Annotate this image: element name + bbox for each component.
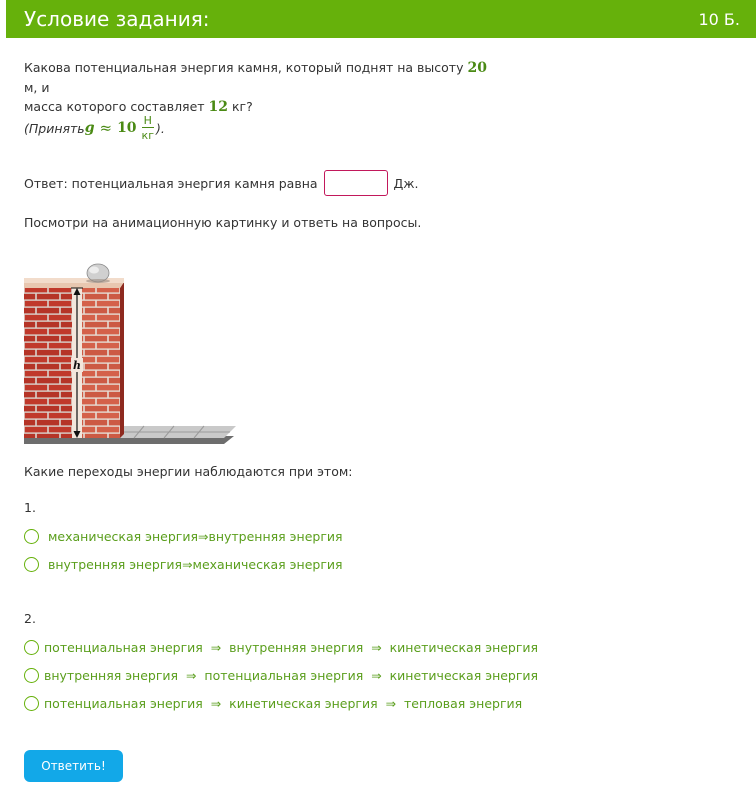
- question-part: масса которого составляет: [24, 99, 209, 114]
- q1-option-1[interactable]: [24, 529, 343, 544]
- unit-denominator: кг: [141, 129, 154, 142]
- question-part: Какова потенциальная энергия камня, который поднят на высоту: [24, 60, 468, 75]
- height-value: 20: [467, 60, 487, 76]
- height-label: h: [73, 359, 81, 372]
- option-label: потенциальная энергия ⇒ внутренняя энергия ⇒ кинетическая энергия: [44, 640, 539, 655]
- unit-numerator: Н: [143, 114, 152, 127]
- answer-row: [24, 170, 419, 196]
- question-text: [24, 58, 504, 117]
- look-instruction: Посмотри на анимационную картинку и ответь на вопросы.: [24, 215, 422, 230]
- task-title: Условие задания:: [24, 7, 210, 31]
- answer-input[interactable]: [324, 170, 388, 196]
- question-part: кг?: [228, 99, 253, 114]
- take-g-note: [24, 114, 165, 142]
- wall-side: [120, 282, 124, 438]
- which-transitions-text: Какие переходы энергии наблюдаются при этом:: [24, 464, 353, 479]
- take-suffix: ).: [155, 120, 165, 136]
- question-2-label: 2.: [24, 611, 36, 626]
- q1-option-2[interactable]: [24, 557, 343, 572]
- wall-left: [24, 288, 72, 438]
- answer-unit: Дж.: [393, 175, 419, 191]
- option-label: потенциальная энергия ⇒ кинетическая энергия ⇒ тепловая энергия: [44, 696, 523, 711]
- radio-button[interactable]: [24, 529, 39, 544]
- answer-label: Ответ: потенциальная энергия камня равна: [24, 175, 318, 191]
- q2-option-1[interactable]: [24, 640, 538, 655]
- task-header: [6, 0, 756, 38]
- q2-option-3[interactable]: [24, 696, 522, 711]
- q2-option-2[interactable]: [24, 668, 538, 683]
- wall-right: [82, 288, 120, 438]
- radio-button[interactable]: [24, 668, 39, 683]
- radio-button[interactable]: [24, 557, 39, 572]
- question-1-label: 1.: [24, 500, 36, 515]
- g-symbol: g: [84, 120, 95, 136]
- question-part: м, и: [24, 80, 50, 95]
- option-label: внутренняя энергия ⇒ потенциальная энергия ⇒ кинетическая энергия: [44, 668, 539, 683]
- take-prefix: (Принять: [24, 120, 85, 136]
- approx-symbol: ≈: [99, 119, 113, 137]
- radio-button[interactable]: [24, 640, 39, 655]
- mass-value: 12: [208, 99, 229, 115]
- submit-button[interactable]: Ответить!: [24, 750, 123, 782]
- option-label: внутренняя энергия⇒механическая энергия: [48, 557, 343, 572]
- g-value: 10: [117, 120, 137, 136]
- unit-fraction: [140, 114, 156, 142]
- brick-wall-illustration: [24, 258, 236, 444]
- radio-button[interactable]: [24, 696, 39, 711]
- task-points: 10 Б.: [698, 9, 740, 29]
- option-label: механическая энергия⇒внутренняя энергия: [48, 529, 343, 544]
